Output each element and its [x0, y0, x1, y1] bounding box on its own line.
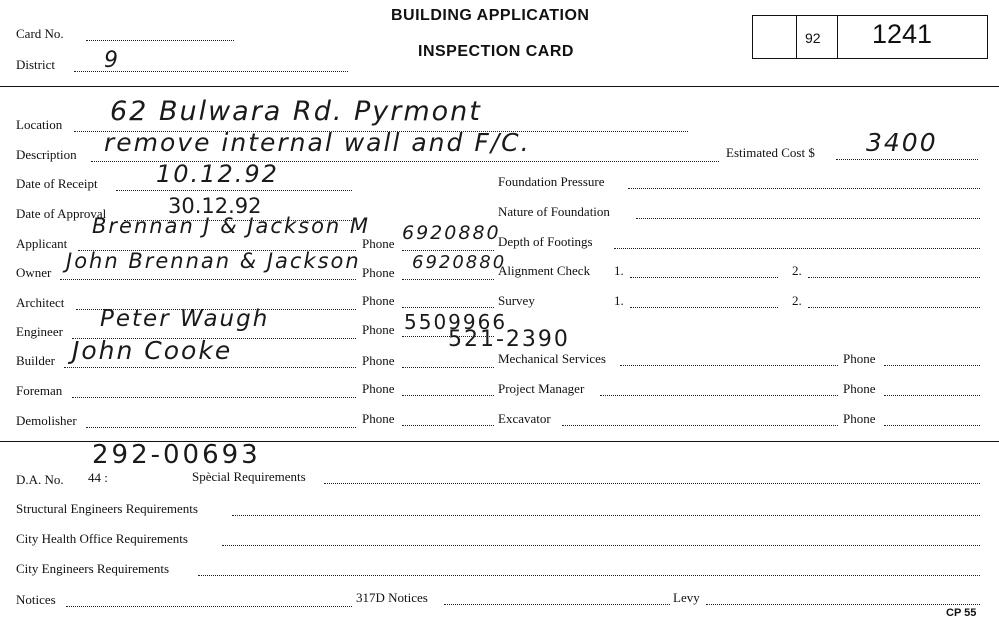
builder-line [64, 367, 356, 368]
structural-engineers-line [232, 515, 980, 516]
survey-2: 2. [792, 293, 802, 308]
notices-line [66, 606, 352, 607]
owner-value: John Brennan & Jackson [66, 249, 361, 273]
project-manager-label: Project Manager [498, 381, 585, 396]
date-of-receipt-value: 10.12.92 [156, 160, 279, 188]
card-no-label: Card No. [16, 26, 64, 41]
foreman-line [72, 397, 356, 398]
city-engineers-line [198, 575, 980, 576]
date-of-approval-value: 30.12.92 [168, 194, 262, 218]
architect-phone-line [402, 307, 494, 308]
foundation-pressure-line [628, 188, 980, 189]
city-health-office-label: City Health Office Requirements [16, 531, 188, 546]
applicant-phone-value: 6920880 [402, 222, 501, 244]
levy-line [706, 604, 980, 605]
engineer-value: Peter Waugh [100, 306, 270, 332]
notices-317d-line [444, 604, 670, 605]
mechanical-services-label: Mechanical Services [498, 351, 606, 366]
levy-label: Levy [673, 590, 700, 605]
date-of-receipt-label: Date of Receipt [16, 176, 98, 191]
alignment-check-2-line [808, 277, 980, 278]
special-requirements-label: Spècial Requirements [192, 469, 306, 484]
applicant-phone-line [402, 250, 494, 251]
structural-engineers-label: Structural Engineers Requirements [16, 501, 198, 516]
survey-1: 1. [614, 293, 624, 308]
location-value: 62 Bulwara Rd. Pyrmont [110, 96, 482, 127]
owner-line [60, 279, 356, 280]
project-manager-line [600, 395, 838, 396]
nature-of-foundation-label: Nature of Foundation [498, 204, 610, 219]
excavator-line [562, 425, 838, 426]
owner-label: Owner [16, 265, 52, 280]
depth-of-footings-line [614, 248, 980, 249]
card-number: 1241 [872, 19, 933, 49]
city-engineers-label: City Engineers Requirements [16, 561, 170, 576]
builder-phone-value: 521-2390 [448, 327, 570, 352]
box-divider-1 [796, 15, 797, 58]
survey-2-line [808, 307, 980, 308]
alignment-check-label: Alignment Check [498, 263, 591, 278]
estimated-cost-line [836, 159, 978, 160]
applicant-label: Applicant [16, 236, 68, 251]
excavator-phone-line [884, 425, 980, 426]
architect-phone-label: Phone [362, 293, 395, 308]
district-label: District [16, 57, 55, 72]
excavator-phone-label: Phone [843, 411, 876, 426]
card-number-box [752, 15, 988, 59]
da-no-label: D.A. No. [16, 472, 64, 487]
form-title-line2: INSPECTION CARD [418, 43, 574, 60]
engineer-phone-label: Phone [362, 322, 395, 337]
da-prefix: 44 : [88, 470, 108, 485]
da-number-value: 292-00693 [92, 440, 261, 470]
architect-label: Architect [16, 295, 65, 310]
alignment-check-2: 2. [792, 263, 802, 278]
district-value: 9 [104, 48, 120, 73]
builder-label: Builder [16, 353, 55, 368]
survey-label: Survey [498, 293, 535, 308]
survey-1-line [630, 307, 778, 308]
alignment-check-1-line [630, 277, 778, 278]
date-of-approval-label: Date of Approval [16, 206, 107, 221]
location-label: Location [16, 117, 63, 132]
foreman-label: Foreman [16, 383, 63, 398]
project-manager-phone-label: Phone [843, 381, 876, 396]
foreman-phone-label: Phone [362, 381, 395, 396]
mechanical-services-line [620, 365, 838, 366]
builder-phone-label: Phone [362, 353, 395, 368]
estimated-cost-label: Estimated Cost $ [726, 145, 815, 160]
form-code: CP 55 [946, 607, 977, 619]
depth-of-footings-label: Depth of Footings [498, 234, 593, 249]
builder-value: John Cooke [72, 336, 233, 365]
special-requirements-line [324, 483, 980, 484]
excavator-label: Excavator [498, 411, 551, 426]
owner-phone-label: Phone [362, 265, 395, 280]
owner-phone-line [402, 279, 494, 280]
applicant-value: Brennan J & Jackson M [92, 214, 371, 238]
notices-label: Notices [16, 592, 56, 607]
notices-317d-label: 317D Notices [356, 590, 428, 605]
alignment-check-1: 1. [614, 263, 624, 278]
header-rule [0, 86, 999, 87]
description-label: Description [16, 147, 77, 162]
foundation-pressure-label: Foundation Pressure [498, 174, 605, 189]
owner-phone-value: 6920880 [412, 252, 507, 273]
demolisher-line [86, 427, 356, 428]
builder-phone-line [402, 367, 494, 368]
foreman-phone-line [402, 395, 494, 396]
year-code: 92 [805, 30, 821, 46]
demolisher-label: Demolisher [16, 413, 77, 428]
project-manager-phone-line [884, 395, 980, 396]
city-health-office-line [222, 545, 980, 546]
estimated-cost-value: 3400 [866, 128, 938, 157]
date-of-receipt-line [116, 190, 352, 191]
box-divider-2 [837, 15, 838, 58]
card-no-line [86, 40, 234, 41]
mechanical-services-phone-line [884, 365, 980, 366]
nature-of-foundation-line [636, 218, 980, 219]
engineer-phone-value: 5509966 [404, 310, 508, 334]
demolisher-phone-label: Phone [362, 411, 395, 426]
mechanical-services-phone-label: Phone [843, 351, 876, 366]
form-title-line1: BUILDING APPLICATION [391, 7, 590, 24]
demolisher-phone-line [402, 425, 494, 426]
engineer-label: Engineer [16, 324, 63, 339]
applicant-phone-label: Phone [362, 236, 395, 251]
description-value: remove internal wall and F/C. [104, 128, 531, 157]
